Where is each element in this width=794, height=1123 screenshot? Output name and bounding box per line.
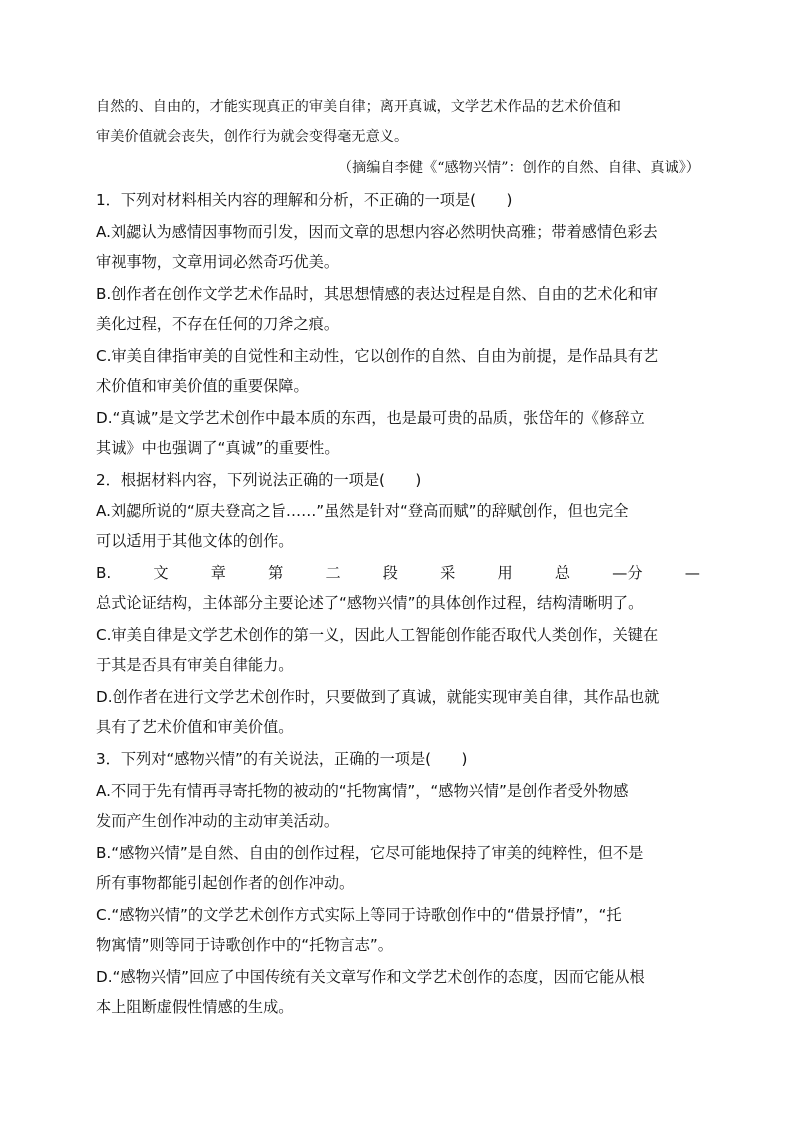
q3-option-a: A.不同于先有情再寻寄托物的被动的“托物寓情”，“感物兴情”是创作者受外物感 [96, 782, 629, 800]
q3-option-d-cont: 本上阻断虚假性情感的生成。 [96, 998, 294, 1016]
q2-option-b [96, 563, 700, 583]
q2-option-d-cont: 具有了艺术价值和审美价值。 [96, 718, 294, 736]
q3-option-b: B.“感物兴情”是自然、自由的创作过程，它尽可能地保持了审美的纯粹性，但不是 [96, 844, 644, 862]
q1-option-a: A.刘勰认为感情因事物而引发，因而文章的思想内容必然明快高雅；带着感情色彩去 [96, 223, 658, 241]
q1-option-d: D.“真诚”是文学艺术创作中最本质的东西，也是最可贵的品质，张岱年的《修辞立 [96, 409, 645, 427]
q2-option-b-char: — [684, 564, 700, 582]
q2-option-b-char: B. [96, 564, 112, 582]
q3-option-a-cont: 发而产生创作冲动的主动审美活动。 [96, 812, 339, 830]
q3-option-c-cont: 物寓情”则等同于诗歌创作中的“托物言志”。 [96, 936, 393, 954]
q2-option-b-cont: 总式论证结构，主体部分主要论述了“感物兴情”的具体创作过程，结构清晰明了。 [96, 594, 644, 612]
q2-option-b-char: 第 [268, 564, 284, 582]
q2-option-d: D.创作者在进行文学艺术创作时，只要做到了真诚，就能实现审美自律，其作品也就 [96, 688, 660, 706]
q2-option-b-char: 采 [440, 564, 456, 582]
q2-option-b-char: 章 [210, 564, 226, 582]
q2-option-b-char: 文 [153, 564, 169, 582]
q2-option-c-cont: 于其是否具有审美自律能力。 [96, 656, 294, 674]
passage-line: 自然的、自由的，才能实现真正的审美自律；离开真诚，文学艺术作品的艺术价值和 [96, 99, 621, 115]
q1-option-d-cont: 其诚》中也强调了“真诚”的重要性。 [96, 439, 340, 457]
q1-option-b-cont: 美化过程，不存在任何的刀斧之痕。 [96, 315, 339, 333]
q3-option-d: D.“感物兴情”回应了中国传统有关文章写作和文学艺术创作的态度，因而它能从根 [96, 968, 645, 986]
q2-option-b-char: 总 [554, 564, 570, 582]
q1-option-c-cont: 术价值和审美价值的重要保障。 [96, 377, 309, 395]
q3-option-b-cont: 所有事物都能引起创作者的创作冲动。 [96, 874, 355, 892]
q3-option-c: C.“感物兴情”的文学艺术创作方式实际上等同于诗歌创作中的“借景抒情”，“托 [96, 906, 622, 924]
q2-option-a: A.刘勰所说的“原夫登高之旨……”虽然是针对“登高而赋”的辞赋创作，但也完全 [96, 502, 629, 520]
passage-line: 审美价值就会丧失，创作行为就会变得毫无意义。 [96, 129, 409, 145]
question-3-stem: 3．下列对“感物兴情”的有关说法，正确的一项是( ) [96, 750, 468, 768]
question-2-stem: 2．根据材料内容，下列说法正确的一项是( ) [96, 471, 422, 489]
q1-option-b: B.创作者在创作文学艺术作品时，其思想情感的表达过程是自然、自由的艺术化和审 [96, 285, 658, 303]
q2-option-b-char: —分 [612, 564, 643, 582]
q1-option-c: C.审美自律指审美的自觉性和主动性，它以创作的自然、自由为前提，是作品具有艺 [96, 347, 659, 365]
q2-option-a-cont: 可以适用于其他文体的创作。 [96, 532, 294, 550]
q2-option-b-char: 用 [497, 564, 513, 582]
q2-option-c: C.审美自律是文学艺术创作的第一义，因此人工智能创作能否取代人类创作，关键在 [96, 626, 659, 644]
q1-option-a-cont: 审视事物，文章用词必然奇巧优美。 [96, 253, 339, 271]
question-1-stem: 1．下列对材料相关内容的理解和分析，不正确的一项是( ) [96, 191, 513, 209]
passage-source: （摘编自李健《“感物兴情”：创作的自然、自律、真诚》） [337, 160, 700, 176]
q2-option-b-char: 段 [382, 564, 398, 582]
q2-option-b-char: 二 [325, 564, 341, 582]
